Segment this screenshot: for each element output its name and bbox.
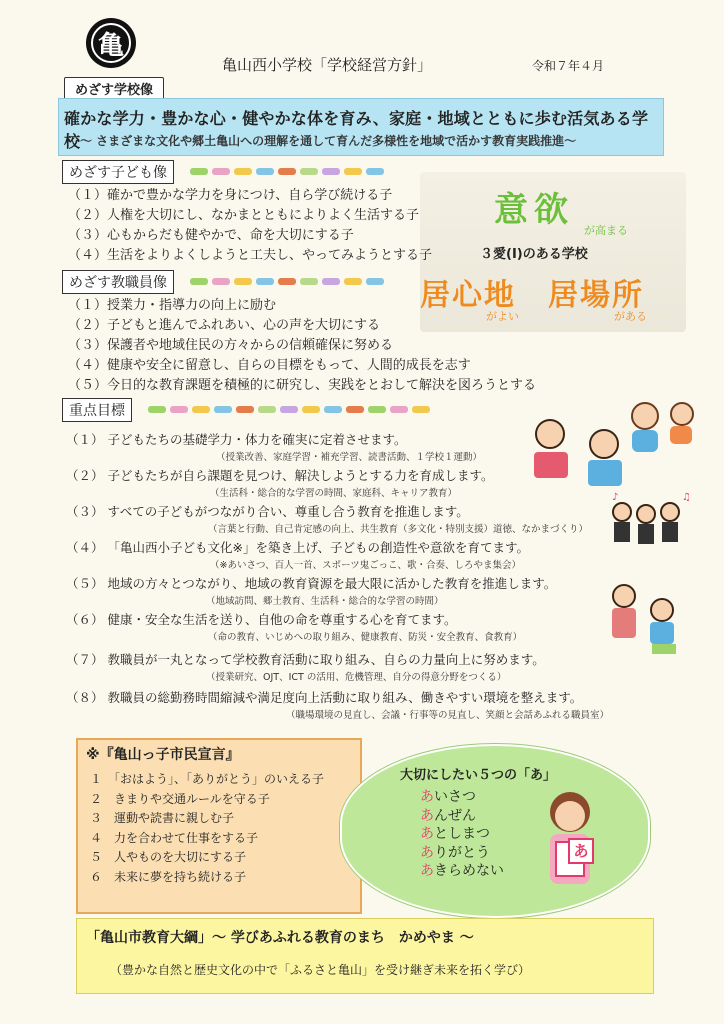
seal-text: 亀	[97, 30, 124, 61]
priority-item: （５） 地域の方々とつながり、地域の教育資源を最大限に活かした教育を推進します。	[66, 576, 557, 591]
five-a-letter: あ	[420, 844, 434, 861]
priority-item: （８） 教職員の総勤務時間縮減や満足度向上活動に取り組み、働きやすい環境を整えます。	[66, 690, 583, 705]
child-item: （１）確かで豊かな学力を身につけ、自ら学び続ける子	[68, 188, 393, 203]
five-a-letter: あ	[420, 807, 434, 824]
vision-label: めざす学校像	[64, 77, 164, 100]
declaration-title: ※『亀山っ子市民宣言』	[86, 747, 240, 763]
decoration-strip	[190, 168, 384, 175]
five-a-rest: いさつ	[434, 789, 476, 805]
vision-main: 確かな学力・豊かな心・健やかな体を育み、家庭・地域とともに歩む活気ある学校	[64, 109, 649, 151]
declaration-item: ２ きまりや交通ルールを守る子	[90, 791, 270, 806]
child-heading: めざす子ども像	[62, 160, 174, 184]
five-a-list	[420, 788, 504, 881]
five-a-letter: あ	[420, 863, 434, 880]
five-a-item	[420, 788, 504, 807]
decoration-strip	[148, 406, 430, 413]
child-list	[68, 186, 432, 266]
staff-item: （３）保護者や地域住民の方々からの信頼確保に努める	[68, 338, 394, 353]
declaration-item: １ 「おはよう」、「ありがとう」のいえる子	[90, 772, 325, 786]
staff-item: （４）健康や安全に留意し、自らの目標をもって、人間的成長を志す	[68, 358, 471, 373]
svg-text:♫: ♫	[682, 492, 691, 503]
five-a-rest: としまつ	[434, 826, 490, 843]
iyoku-word: 意欲	[494, 190, 574, 230]
five-a-item	[420, 807, 504, 826]
children-reading-illustration	[520, 396, 700, 496]
vision-sub: ～ さまざまな文化や郷土亀山への理解を通して育んだ多様性を地域で活かす教育実践推進～	[80, 134, 577, 148]
five-a-letter: あ	[420, 826, 434, 843]
declaration-item: ４ 力を合わせて仕事をする子	[90, 830, 259, 845]
priority-item: （３） すべての子どもがつながり合い、尊重し合う教育を推進します。	[66, 504, 469, 519]
staff-item: （１）授業力・指導力の向上に励む	[68, 298, 277, 313]
five-a-rest: んぜん	[434, 807, 476, 824]
priority-item: （４） 「亀山西小子ども文化※」を築き上げ、子どもの創造性や意欲を育てます。	[66, 540, 529, 555]
school-seal-icon	[86, 18, 136, 68]
declaration-item: ３ 運動や読書に親しむ子	[90, 811, 235, 826]
priority-note: （職場環境の見直し、会議・行事等の見直し、笑顔と会話あふれる職員室）	[286, 710, 610, 721]
issue-date: 令和７年４月	[532, 59, 605, 73]
child-item: （４）生活をよりよくしようと工夫し、やってみようとする子	[68, 248, 433, 263]
children-cleaning-illustration	[598, 574, 688, 664]
staff-heading: めざす教職員像	[62, 270, 174, 294]
gaaru-sub: がある	[614, 310, 647, 323]
priority-note: （命の教育、いじめへの取り組み、健康教育、防災・安全教育、食教育）	[208, 632, 523, 643]
priority-item: （２） 子どもたちが自ら課題を見つけ、解決しようとする力を育成します。	[66, 468, 494, 483]
declaration-item: ５ 人やものを大切にする子	[90, 850, 247, 865]
staff-item: （５）今日的な教育課題を積極的に研究し、実践をとおして解決を図ろうとする	[68, 378, 537, 393]
a-badge: あ	[568, 838, 594, 864]
priority-note: （地域訪問、郷土教育、生活科・総合的な学習の時間）	[206, 596, 444, 607]
five-a-rest: りがとう	[434, 844, 490, 861]
five-a-letter: あ	[420, 789, 434, 805]
declaration-item: ６ 未来に夢を持ち続ける子	[90, 869, 247, 884]
priority-item: （１） 子どもたちの基礎学力・体力を確実に定着させます。	[66, 432, 407, 447]
staff-list	[68, 296, 536, 396]
children-singing-illustration	[608, 490, 698, 550]
priority-note: （※あいさつ、百人一首、スポーツ鬼ごっこ、歌・合奏、しろやま集会）	[210, 560, 522, 571]
five-a-rest: きらめない	[434, 863, 504, 880]
svg-text:♪: ♪	[612, 492, 619, 503]
declaration-list	[90, 770, 324, 888]
child-item: （３）心もからだも健やかで、命を大切にする子	[68, 228, 354, 243]
iyoku-sub: が高まる	[584, 224, 628, 237]
priority-note: （授業研究、OJT、ICT の活用、危機管理、自分の得意分野をつくる）	[206, 672, 507, 683]
five-a-item	[420, 862, 504, 881]
five-a-item	[420, 844, 504, 863]
priority-item: （７） 教職員が一丸となって学校教育活動に取り組み、自らの力量向上に努めます。	[66, 652, 545, 667]
priority-item: （６） 健康・安全な生活を送り、自他の命を尊重する心を育てます。	[66, 612, 457, 627]
priority-note: （生活科・総合的な学習の時間、家庭科、キャリア教育）	[210, 488, 458, 499]
priorities-heading: 重点目標	[62, 398, 132, 422]
outline-sub: （豊かな自然と歴史文化の中で「ふるさと亀山」を受け継ぎ未来を拓く学び）	[110, 963, 531, 977]
decoration-strip	[190, 278, 384, 285]
staff-item: （２）子どもと進んでふれあい、心の声を大切にする	[68, 318, 381, 333]
outline-title: 「亀山市教育大綱」～ 学びあふれる教育のまち かめやま ～	[86, 930, 474, 946]
priority-note: （言葉と行動、自己肯定感の向上、共生教育（多文化・特別支援）道徳、なかまづくり）	[208, 524, 589, 535]
page-title: 亀山西小学校「学校経営方針」	[222, 56, 433, 74]
five-a-title: 大切にしたい５つの「あ」	[400, 768, 557, 783]
ibasho-word: 居心地 居場所	[420, 278, 644, 313]
five-a-item	[420, 825, 504, 844]
priority-note: （授業改善、家庭学習・補充学習、読書活動、１学校１運動）	[216, 452, 483, 463]
gayoi-sub: がよい	[486, 310, 519, 323]
child-item: （２）人権を大切にし、なかまとともによりよく生活する子	[68, 208, 420, 223]
san-ai-label: ３愛(I)のある学校	[480, 247, 588, 262]
